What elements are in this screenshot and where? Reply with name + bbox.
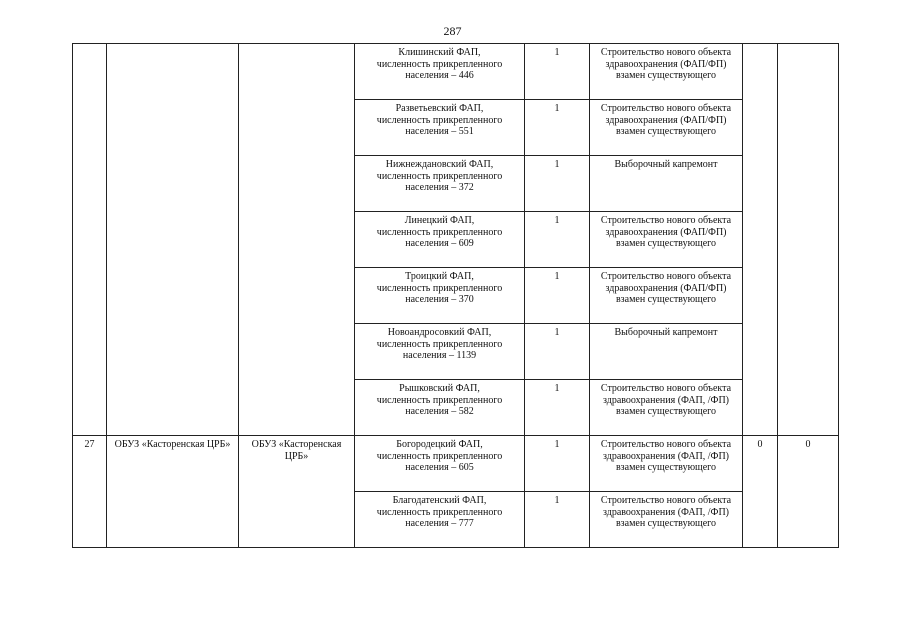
fap-name: Клишинский ФАП,	[398, 47, 481, 58]
quantity-cell: 1	[525, 380, 590, 436]
action-cell: Строительство нового объекта здравоохранения (ФАП/ФП) взамен существующего	[590, 212, 743, 268]
recipient-cell: ОБУЗ «Касторенская ЦРБ»	[239, 436, 355, 548]
value-cell-9: 0	[778, 436, 839, 548]
value-cell-8	[743, 44, 778, 436]
quantity-cell: 1	[525, 268, 590, 324]
fap-population: населения – 609	[405, 238, 474, 249]
fap-name: Богородецкий ФАП,	[396, 439, 483, 450]
action-cell: Строительство нового объекта здравоохранения (ФАП, /ФП) взамен существующего	[590, 492, 743, 548]
action-cell: Выборочный капремонт	[590, 324, 743, 380]
action-cell: Строительство нового объекта здравоохранения (ФАП/ФП) взамен существующего	[590, 268, 743, 324]
fap-population-label: численность прикрепленного	[376, 58, 503, 70]
fap-name: Новоандросовкий ФАП,	[387, 327, 492, 338]
fap-population-label: численность прикрепленного	[376, 394, 503, 406]
fap-population-label: численность прикрепленного	[376, 226, 503, 238]
fap-cell	[355, 324, 525, 380]
table-body	[73, 44, 839, 548]
recipient-cell	[239, 44, 355, 436]
fap-population: населения – 1139	[402, 350, 477, 361]
value-cell-8: 0	[743, 436, 778, 548]
fap-population-label: численность прикрепленного	[376, 170, 503, 182]
table-row	[73, 44, 839, 100]
fap-cell	[355, 100, 525, 156]
quantity-cell: 1	[525, 436, 590, 492]
fap-population: населения – 370	[405, 294, 474, 305]
fap-population-label: численность прикрепленного	[376, 114, 503, 126]
fap-cell	[355, 380, 525, 436]
fap-cell	[355, 212, 525, 268]
quantity-cell: 1	[525, 44, 590, 100]
fap-population-label: численность прикрепленного	[376, 506, 503, 518]
fap-cell	[355, 492, 525, 548]
row-number-cell: 27	[73, 436, 107, 548]
action-cell: Строительство нового объекта здравоохранения (ФАП, /ФП) взамен существующего	[590, 436, 743, 492]
fap-name: Нижнеждановский ФАП,	[385, 159, 494, 170]
fap-name: Троицкий ФАП,	[405, 271, 474, 282]
quantity-cell: 1	[525, 156, 590, 212]
quantity-cell: 1	[525, 212, 590, 268]
value-cell-9	[778, 44, 839, 436]
fap-population: населения – 777	[405, 518, 474, 529]
fap-cell	[355, 156, 525, 212]
fap-cell	[355, 268, 525, 324]
organization-cell: ОБУЗ «Касторенская ЦРБ»	[107, 436, 239, 548]
fap-name: Линецкий ФАП,	[404, 215, 475, 226]
fap-population-label: численность прикрепленного	[376, 338, 503, 350]
row-number-cell	[73, 44, 107, 436]
action-cell: Строительство нового объекта здравоохранения (ФАП/ФП) взамен существующего	[590, 44, 743, 100]
quantity-cell: 1	[525, 324, 590, 380]
quantity-cell: 1	[525, 100, 590, 156]
fap-population: населения – 551	[405, 126, 474, 137]
fap-population: населения – 446	[405, 70, 474, 81]
action-cell: Строительство нового объекта здравоохранения (ФАП, /ФП) взамен существующего	[590, 380, 743, 436]
organization-cell	[107, 44, 239, 436]
quantity-cell: 1	[525, 492, 590, 548]
action-cell: Выборочный капремонт	[590, 156, 743, 212]
page-number: 287	[443, 24, 462, 38]
table-row	[73, 436, 839, 492]
fap-cell	[355, 436, 525, 492]
fap-name: Рышковский ФАП,	[399, 383, 480, 394]
fap-population: населения – 605	[405, 462, 474, 473]
fap-population-label: численность прикрепленного	[376, 450, 503, 462]
fap-population: населения – 582	[405, 406, 474, 417]
action-cell: Строительство нового объекта здравоохранения (ФАП/ФП) взамен существующего	[590, 100, 743, 156]
fap-cell	[355, 44, 525, 100]
fap-population-label: численность прикрепленного	[376, 282, 503, 294]
fap-name: Благодатенский ФАП,	[392, 495, 487, 506]
fap-population: населения – 372	[405, 182, 474, 193]
facilities-table	[72, 43, 839, 548]
fap-name: Разветьевский ФАП,	[395, 103, 484, 114]
